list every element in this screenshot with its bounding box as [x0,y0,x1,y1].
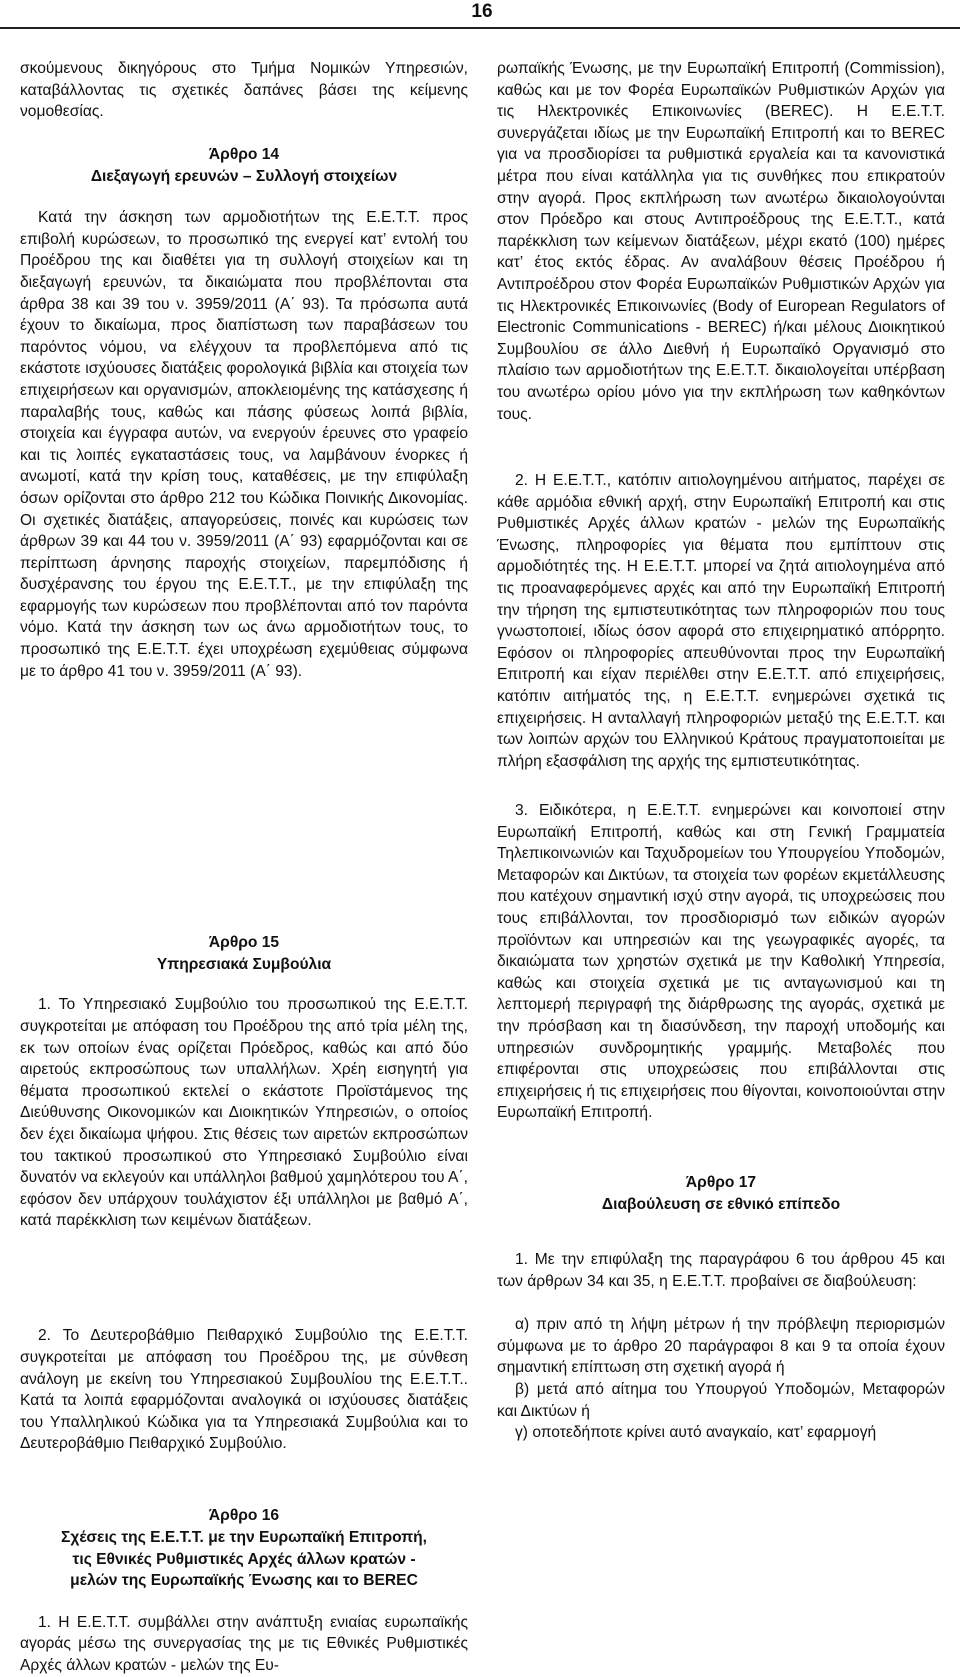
right-column [497,58,945,1444]
article-16-paragraph-1-continued: ρωπαϊκής Ένωσης, με την Ευρωπαϊκή Επιτροπή (Commission), καθώς και με τον Φορέα Ευρωπαϊκών Ρυθμιστικών Αρχών για τις Ηλεκτρονικές Επικοινωνίες (BEREC). Η Ε.Ε.Τ.Τ. συνεργάζεται ιδίως με την Ευρωπαϊκή Επιτροπή και το BEREC για να προσδιορίσει τα ρυθμιστικά εργαλεία και τα κανονιστικά μέτρα που είναι κατάλληλα για τις συνθήκες που επικρατούν στην αγορά. Προς εκπλήρωση των ανωτέρω δικαιολογούνται στον Πρόεδρο και στους Αντιπροέδρους της Ε.Ε.Τ.Τ., κατά παρέκκλιση των κείμενων διατάξεων, μέχρι εκατό (100) ημέρες κατ’ έτος εκτός έδρας. Αν αναλάβουν θέσεις Προέδρου ή Αντιπροέδρου στον Φορέα Ευρωπαϊκών Ρυθμιστικών Αρχών για τις Ηλεκτρονικές Επικοινωνίες (Body of European Regulators of Electronic Communications - BEREC) ή/και μέλους Διοικητικού Συμβουλίου σε άλλο Διεθνή ή Ευρωπαϊκό Οργανισμό στο πλαίσιο των αρμοδιοτήτων της Ε.Ε.Τ.Τ. δικαιολογείται υπέρβαση του ανωτέρω ορίου μόνο για την εκπλήρωση των καθηκόντων τους. [497,60,945,423]
article-17-paragraph-1: 1. Με την επιφύλαξη της παραγράφου 6 του άρθρου 45 και των άρθρων 34 και 35, η Ε.Ε.Τ.Τ. προβαίνει σε διαβούλευση: [497,1251,945,1290]
article-14-paragraph: Κατά την άσκηση των αρμοδιοτήτων της Ε.Ε.Τ.Τ. προς επιβολή κυρώσεων, το προσωπικό της ενεργεί κατ’ εντολή του Προέδρου της και διαθέτει για τη συλλογή στοιχείων και τη διεξαγωγή ερευνών, τα δικαιώματα που προβλέπονται στα άρθρα 38 και 39 του ν. 3959/2011 (Α΄ 93). Τα πρόσωπα αυτά έχουν το δικαίωμα, προς διαπίστωση των παραβάσεων του παρόντος νόμου, να ελέγχουν τα προβλεπόμενα από τις εκάστοτε ισχύουσες διατάξεις φορολογικά βιβλία και στοιχεία των επιχειρήσεων και οργανισμών, αποκλειομένης της κατάσχεσης ή παραλαβής τους, καθώς και πάσης φύσεως λοιπά βιβλία, στοιχεία και έγγραφα αυτών, να ενεργούν έρευνες στο γραφείο και τις λοιπές εγκαταστάσεις τους, να λαμβάνουν ένορκες ή ανωμοτί, κατά την κρίση τους, καταθέσεις, με την επιφύλαξη όσων ορίζονται στο άρθρο 212 του Κώδικα Ποινικής Δικονομίας. Οι σχετικές διατάξεις, απαγορεύσεις, ποινές και κυρώσεις των άρθρων 39 και 44 του ν. 3959/2011 (Α΄ 93) εφαρμόζονται και σε περίπτωση άρνησης παροχής στοιχείων, παρεμπόδισης ή δυσχέρανσης του έργου της Ε.Ε.Τ.Τ., με την επιφύλαξη της εφαρμογής των κυρώσεων που προβλέπονται από τον παρόντα νόμο. Κατά την άσκηση των ως άνω αρμοδιοτήτων τους, το προσωπικό της Ε.Ε.Τ.Τ. έχει υποχρέωση εχεμύθειας σύμφωνα με το άρθρο 41 του ν. 3959/2011 (Α΄ 93). [20,209,468,680]
article-16-subtitle-line-1: Σχέσεις της Ε.Ε.Τ.Τ. με την Ευρωπαϊκή Επιτροπή, [61,1528,427,1546]
article-16-subtitle-line-3: μελών της Ευρωπαϊκής Ένωσης και το BEREC [70,1572,418,1590]
article-16-paragraph-1: 1. Η Ε.Ε.Τ.Τ. συμβάλλει στην ανάπτυξη ενιαίας ευρωπαϊκής αγοράς μέσω της συνεργασίας της με τις Εθνικές Ρυθμιστικές Αρχές άλλων κρατών - μελών της Ευ- [20,1613,468,1674]
article-15-subtitle: Υπηρεσιακά Συμβούλια [156,955,332,973]
article-17-subtitle: Διαβούλευση σε εθνικό επίπεδο [601,1195,841,1213]
article-17-title: Άρθρο 17 [685,1174,757,1191]
article-17-item-b: β) μετά από αίτημα του Υπουργού Υποδομών, Μεταφορών και Δικτύων ή [497,1381,945,1420]
article-16-paragraph-2: 2. Η Ε.Ε.Τ.Τ., κατόπιν αιτιολογημένου αιτήματος, παρέχει σε κάθε αρμόδια εθνική αρχή, στην Ευρωπαϊκή Επιτροπή και στις Ρυθμιστικές Αρχές άλλων κρατών - μελών της Ευρωπαϊκής Ένωσης, πληροφορίες για θέματα που εμπίπτουν στις αρμοδιότητές της. Η Ε.Ε.Τ.Τ. μπορεί να ζητά αιτιολογημένα από τις προαναφερόμενες αρχές και από την Ευρωπαϊκή Επιτροπή την τήρηση της εμπιστευτικότητας των πληροφοριών που τους γνωστοποιεί, ιδίως όσον αφορά στο επιχειρηματικό απόρρητο. Εφόσον οι πληροφορίες απευθύνονται προς την Ευρωπαϊκή Επιτροπή και είχαν περιέλθει στην Ε.Ε.Τ.Τ. από επιχειρήσεις, κατόπιν αιτήματός της, η Ε.Ε.Τ.Τ. ενημερώνει σχετικά τις επιχειρήσεις. Η ανταλλαγή πληροφοριών μεταξύ της Ε.Ε.Τ.Τ. και των λοιπών αρχών του Ελληνικού Κράτους πραγματοποιείται με πλήρη εξασφάλιση της αρχής της εμπιστευτικότητας. [497,472,945,770]
article-14-subtitle: Διεξαγωγή ερευνών – Συλλογή στοιχείων [90,167,398,185]
article-16-title: Άρθρο 16 [208,1507,280,1525]
article-14-title: Άρθρο 14 [208,146,280,163]
article-17-item-a: α) πριν από τη λήψη μέτρων ή την πρόβλεψη περιορισμών σύμφωνα με το άρθρο 20 παράγραφοι 8 και 9 τα οποία έχουν σημαντική επίπτωση στη σχετική αγορά ή [497,1316,945,1377]
left-column [20,58,468,1677]
page-number: 16 [471,1,493,22]
article-16-paragraph-3: 3. Ειδικότερα, η Ε.Ε.Τ.Τ. ενημερώνει και κοινοποιεί στην Ευρωπαϊκή Επιτροπή, καθώς και στη Γενική Γραμματεία Τηλεπικοινωνιών και Ταχυδρομείων του Υπουργείου Υποδομών, Μεταφορών και Δικτύων, τα στοιχεία των φορέων εκμετάλλευσης που κατέχουν σημαντική ισχύ στην αγορά, τις υποχρεώσεις που τους επιβάλλονται, τον προσδιορισμό των ειδικών αγορών προϊόντων και υπηρεσιών και της γεωγραφικές αγορές, τα δικαιώματα των χρηστών σχετικά με την Καθολική Υπηρεσία, καθώς και στοιχεία σχετικά με τις ανταγωνισμού και τη λεπτομερή περιγραφή της διάρθρωσης της αγοράς, σχετικά με την πρόσβαση και τη διασύνδεση, την παροχή υποδομής και υπηρεσιών συνδρομητικής γραμμής. Μεταβολές που επιφέρονται στις υποχρεώσεις που επιβάλλονται στις επιχειρήσεις ή τις επιχειρήσεις που θίγονται, κοινοποιούνται στην Ευρωπαϊκή Επιτροπή. [497,802,945,1122]
article-15-title: Άρθρο 15 [208,934,280,952]
article-15-paragraph-1: 1. Το Υπηρεσιακό Συμβούλιο του προσωπικού της Ε.Ε.Τ.Τ. συγκροτείται με απόφαση του Προέδρου της από τρία μέλη της, εκ των οποίων ένας ορίζεται Πρόεδρος, καθώς και από δύο αιρετούς εκπροσώπους των υπαλλήλων. Χρέη εισηγητή για θέματα προσωπικού εκτελεί ο εκάστοτε Προϊστάμενος της Διεύθυνσης Οικονομικών και Διοικητικών Υπηρεσιών, ο οποίος δεν έχει δικαίωμα ψήφου. Στις θέσεις των αιρετών εκπροσώπων του τακτικού προσωπικού στο Υπηρεσιακό Συμβούλιο είναι δυνατόν να εκλεγούν και υπάλληλοι βαθμού χαμηλότερου του Α΄, εφόσον δεν υπάρχουν τουλάχιστον έξι υπάλληλοι με βαθμό Α΄, κατά παρέκκλιση των κειμένων διατάξεων. [20,996,468,1230]
paragraph-continuation: σκούμενους δικηγόρους στο Τμήμα Νομικών Υπηρεσιών, καταβάλλοντας τις σχετικές δαπάνες βάσει της κείμενης νομοθεσίας. [20,60,468,121]
article-17-item-c: γ) οποτεδήποτε κρίνει αυτό αναγκαίο, κατ’ εφαρμογή [515,1424,877,1442]
article-15-paragraph-2: 2. Το Δευτεροβάθμιο Πειθαρχικό Συμβούλιο της Ε.Ε.Τ.Τ. συγκροτείται με απόφαση του Προέδρου της, με σύνθεση ανάλογη με εκείνη του Υπηρεσιακού Συμβουλίου της Ε.Ε.Τ.Τ.. Κατά τα λοιπά εφαρμόζονται αναλογικά οι ισχύουσες διατάξεις του Υπαλληλικού Κώδικα για τα Υπηρεσιακά Συμβούλια και το Δευτεροβάθμιο Πειθαρχικό Συμβούλιο. [20,1327,468,1453]
article-16-subtitle-line-2: τις Εθνικές Ρυθμιστικές Αρχές άλλων κρατών - [72,1550,416,1568]
header-rule [0,27,960,29]
